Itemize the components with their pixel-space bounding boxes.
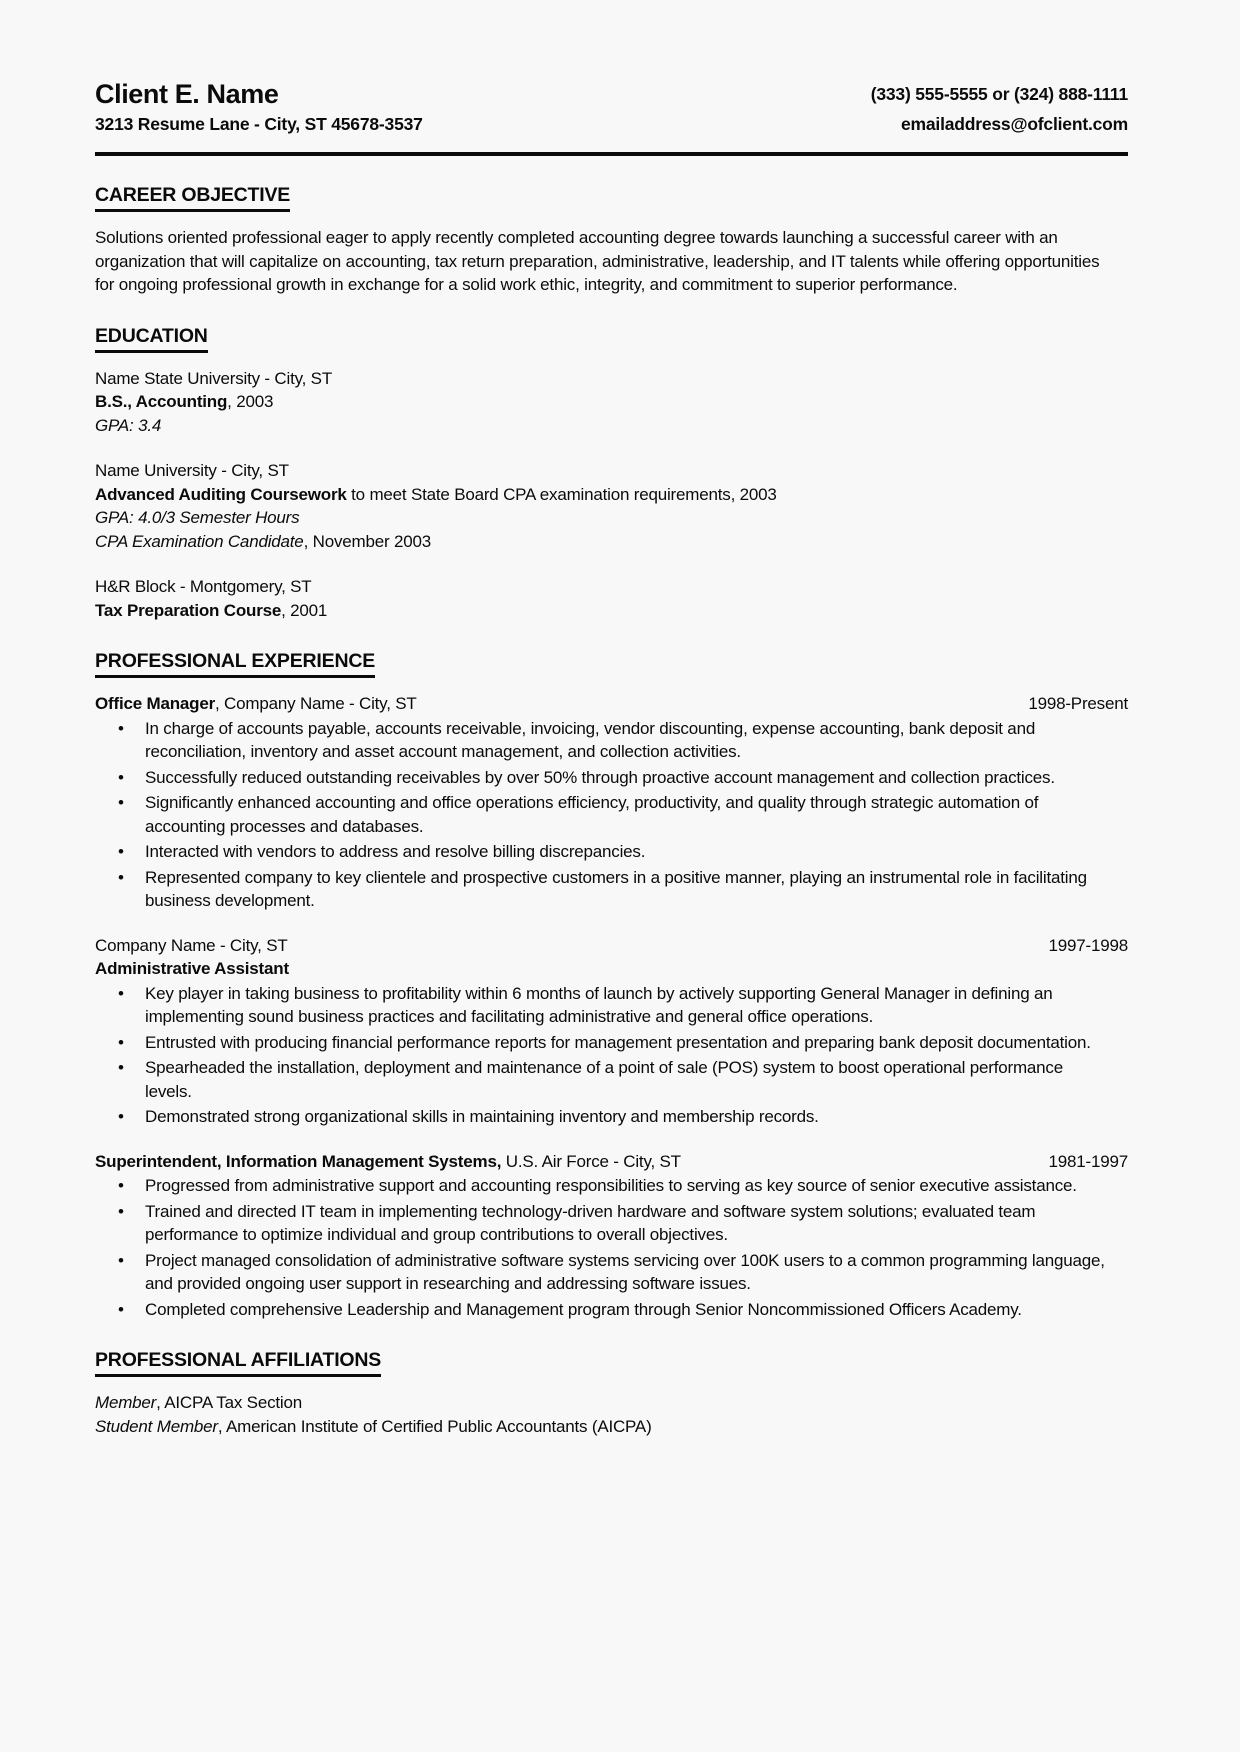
education-school: H&R Block - Montgomery, ST [95,577,312,596]
education-coursework-detail: to meet State Board CPA examination requirements, 2003 [346,484,777,504]
education-heading [95,324,1128,353]
affiliations-list [95,1391,1128,1438]
education-degree-year: , 2003 [227,392,274,411]
candidate-email: emailaddress@ofclient.com [900,114,1128,134]
professional-affiliations-heading [95,1348,1128,1377]
education-coursework [95,483,1128,507]
job-bullet-list [95,1174,1110,1321]
section-professional-affiliations [95,1348,1128,1438]
bullet-item: • Completed comprehensive Leadership and Management program through Senior Noncommissioned Officers Academy. [95,1298,1110,1322]
career-objective-heading-text: CAREER OBJECTIVE [95,183,290,212]
education-cpa-candidate-date: , November 2003 [303,531,431,551]
job-dates: 1998-Present [1028,694,1128,713]
job-administrative-assistant [95,934,1128,1129]
section-education [95,324,1128,623]
affiliation-org: , American Institute of Certified Public Accountants (AICPA) [217,1416,652,1436]
career-objective-text: Solutions oriented professional eager to apply recently completed accounting degree towards launching a successful career with an organization that will capitalize on accounting, tax return preparation, administrative, leadership, and IT talents while offering opportunities for ongoing professional growth in exchange for a solid work ethic, integrity, and commitment to superior performance. [95,228,1100,294]
education-school: Name State University - City, ST [95,368,333,388]
education-coursework-year: , 2001 [281,600,328,620]
candidate-phone: (333) 555-5555 or (324) 888-1111 [870,84,1128,104]
bullet-item: • Progressed from administrative support and accounting responsibilities to serving as key source of senior executive assistance. [95,1174,1110,1198]
candidate-name: Client E. Name [95,79,279,109]
job-title-row [95,934,1128,958]
education-gpa: GPA: 3.4 [95,415,162,435]
job-bullet-list [95,717,1110,913]
bullet-item: • Entrusted with producing financial performance reports for management presentation and preparing bank deposit documentation. [95,1031,1110,1055]
affiliation-org: , AICPA Tax Section [156,1393,302,1412]
education-cpa-candidate-title: CPA Examination Candidate [95,531,304,551]
affiliation-item [95,1391,1128,1415]
job-company: U.S. Air Force - City, ST [501,1151,681,1171]
education-entry-name-university [95,459,1128,553]
header-divider [95,152,1128,156]
affiliation-role: Student Member [95,1416,218,1436]
job-title-row [95,1150,1128,1174]
education-coursework [95,599,1128,623]
affiliation-role: Member [95,1393,157,1412]
bullet-item: • Trained and directed IT team in implementing technology-driven hardware and software system solutions; evaluated team performance to optimize individual and group contributions to overall objectives. [95,1200,1110,1247]
header-identity [95,78,423,137]
job-title [95,1150,681,1174]
education-coursework-title: Tax Preparation Course [95,600,282,620]
education-entry-hr-block [95,575,1128,622]
job-role: Superintendent, Information Management Systems, [95,1151,502,1171]
education-coursework-title: Advanced Auditing Coursework [95,484,347,504]
job-company: , Company Name - City, ST [215,694,417,713]
career-objective-heading [95,183,1128,212]
bullet-item: • Successfully reduced outstanding receivables by over 50% through proactive account management and collection practices. [95,766,1110,790]
education-gpa: GPA: 4.0/3 Semester Hours [95,508,300,527]
professional-experience-heading-text: PROFESSIONAL EXPERIENCE [95,649,375,678]
bullet-item: • Project managed consolidation of administrative software systems servicing over 100K users to a common programming language, and provided ongoing user support in researching and addressing software issues. [95,1249,1110,1296]
education-degree-title: B.S., Accounting [95,392,228,411]
bullet-item: • Significantly enhanced accounting and office operations efficiency, productivity, and quality through strategic automation of accounting processes and databases. [95,791,1110,838]
job-office-manager [95,692,1128,913]
job-dates: 1997-1998 [1048,935,1128,955]
affiliation-item [95,1415,1128,1439]
bullet-item: • Represented company to key clientele and prospective customers in a positive manner, playing an instrumental role in facilitating business development. [95,866,1110,913]
education-cpa-candidate [95,530,1128,554]
job-title [95,692,417,716]
job-title-row [95,692,1128,716]
candidate-address: 3213 Resume Lane - City, ST 45678-3537 [95,114,423,134]
section-professional-experience [95,649,1128,1321]
header-contact [871,78,1128,137]
section-career-objective [95,183,1128,297]
bullet-item: • In charge of accounts payable, accounts receivable, invoicing, vendor discounting, expense accounting, bank deposit and reconciliation, inventory and asset account management, and collection activities. [95,717,1110,764]
job-role: Administrative Assistant [95,959,289,978]
job-dates: 1981-1997 [1048,1151,1128,1171]
professional-experience-heading [95,649,1128,678]
education-entry-name-state-university [95,367,1128,438]
job-company: Company Name - City, ST [95,935,288,955]
education-degree [95,390,1128,414]
job-superintendent-ims [95,1150,1128,1322]
job-bullet-list [95,982,1110,1129]
bullet-item: • Interacted with vendors to address and resolve billing discrepancies. [95,840,1110,864]
job-role: Office Manager [95,694,216,713]
education-school: Name University - City, ST [95,461,289,480]
bullet-item: • Demonstrated strong organizational skills in maintaining inventory and membership records. [95,1105,1110,1129]
bullet-item: • Key player in taking business to profitability within 6 months of launch by actively supporting General Manager in defining an implementing sound business practices and facilitating administrative and general office operations. [95,982,1110,1029]
resume-header [95,78,1128,137]
bullet-item: • Spearheaded the installation, deployment and maintenance of a point of sale (POS) system to boost operational performance levels. [95,1056,1110,1103]
professional-affiliations-heading-text: PROFESSIONAL AFFILIATIONS [95,1348,381,1377]
education-heading-text: EDUCATION [95,324,208,353]
